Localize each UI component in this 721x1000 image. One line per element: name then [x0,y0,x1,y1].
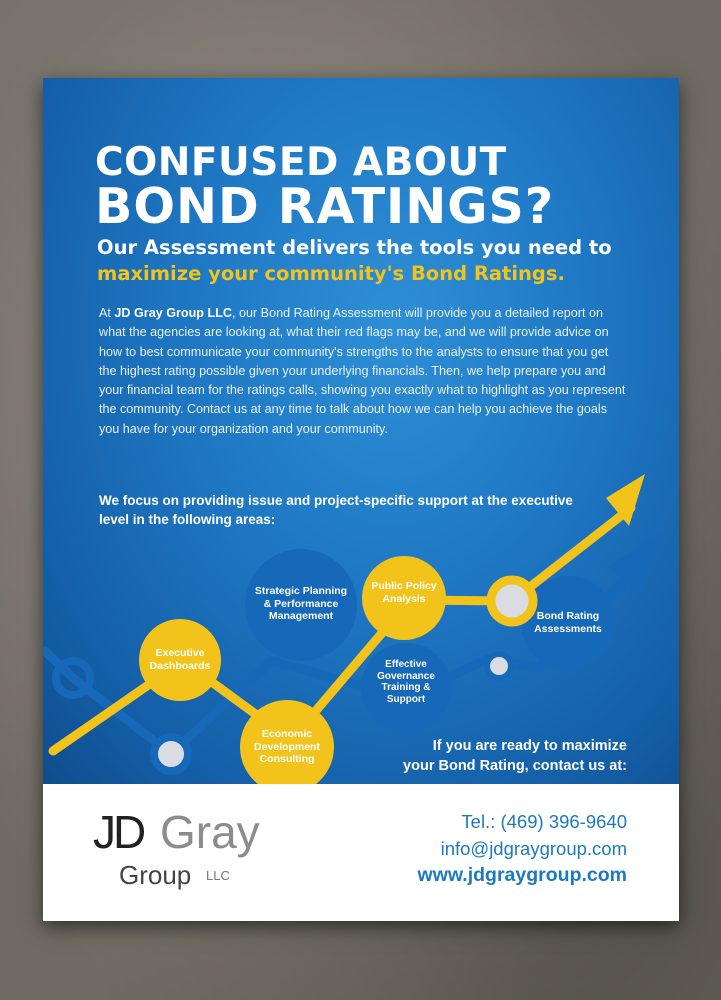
label-public-policy: Public Policy Analysis [371,580,437,605]
company-name: JD Gray Group LLC [114,306,232,320]
label-economic-development: Economic Development Consulting [254,728,320,765]
contact-block [418,808,627,889]
headline-line-2: BOND RATINGS? [95,178,555,235]
body-intro: At [99,306,115,320]
logo-gray: Gray [160,806,260,858]
label-strategic-planning: Strategic Planning & Performance Management [254,585,348,622]
body-paragraph [99,304,629,439]
phone-number[interactable]: Tel.: (469) 396-9640 [461,811,627,832]
company-logo [93,800,273,900]
label-bond-rating: Bond Rating Assessments [534,610,602,635]
website-link[interactable]: www.jdgraygroup.com [417,864,627,886]
hero-panel [43,78,679,784]
logo-group: Group [119,860,192,890]
blue-node-bottom [154,737,188,771]
body-text: , our Bond Rating Assessment will provide you a detailed report on what the agencies are looking at, what their red flags may be, and we will provide advice on how to best communicate your community's strengths to the analysts to ensure that you get the highest rating possible given your underlying financials. Then, we help prepare you and your financial team for the ratings calls, showing you exactly what to highlight as you represent the community. Contact us at any time to talk about how we can help you achieve the goals you have for your organization and your community. [99,306,626,436]
logo-jd: JD [93,806,144,858]
flyer [43,78,679,921]
blue-node-mid [487,654,511,678]
subheadline-line-2: maximize your community's Bond Ratings. [97,262,565,285]
headline-line-1: CONFUSED ABOUT [95,140,507,185]
email-link[interactable]: info@jdgraygroup.com [440,838,627,859]
call-to-action: If you are ready to maximize your Bond Rating, contact us at: [403,738,627,774]
label-executive-dashboards: Executive Dashboards [149,647,211,672]
focus-statement: We focus on providing issue and project-specific support at the executive level in the following areas: [99,493,573,527]
label-governance: Effective Governance Training & Support [377,659,435,705]
logo-llc: LLC [206,868,230,883]
subheadline-line-1: Our Assessment delivers the tools you need to [97,236,612,259]
